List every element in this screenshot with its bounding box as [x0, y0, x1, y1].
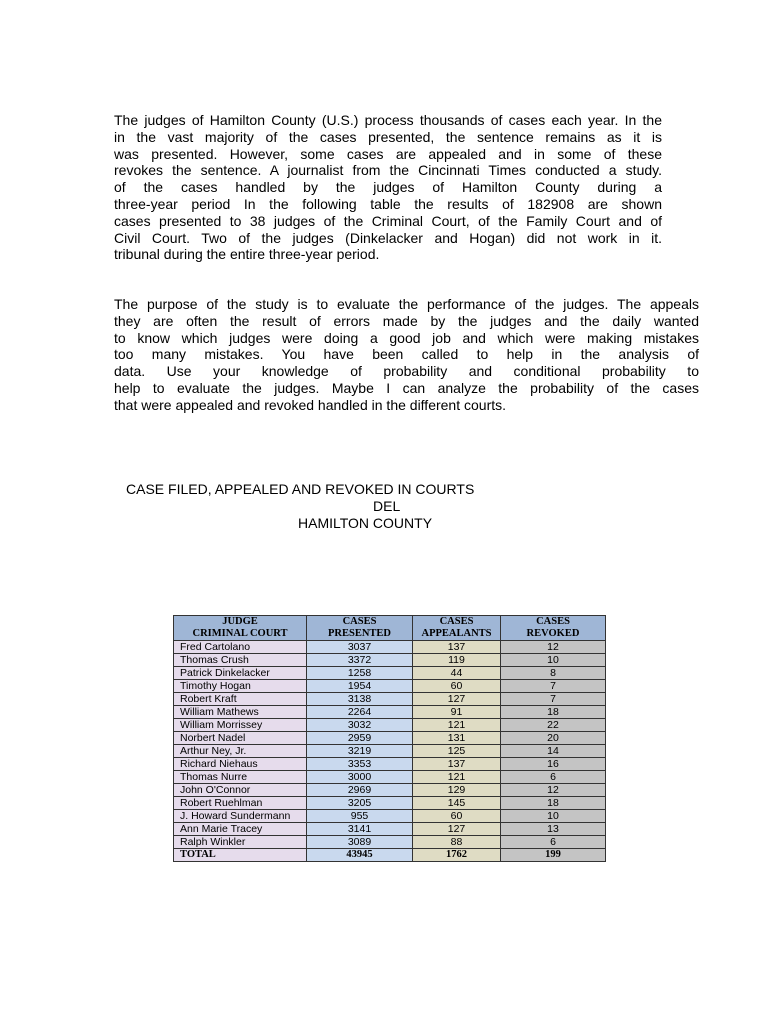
cases-appealants-cell: 60 — [413, 680, 501, 693]
judge-name-cell: Arthur Ney, Jr. — [174, 745, 307, 758]
cases-appealants-cell: 60 — [413, 810, 501, 823]
table-row — [174, 667, 606, 680]
cases-appealants-cell: 121 — [413, 771, 501, 784]
header-cases-appealants: CASES APPEALANTS — [413, 616, 501, 641]
cases-revoked-cell: 6 — [501, 771, 606, 784]
total-cases-appealants-cell: 1762 — [413, 849, 501, 862]
cases-revoked-cell: 13 — [501, 823, 606, 836]
cases-presented-cell: 3089 — [307, 836, 413, 849]
cases-presented-cell: 1954 — [307, 680, 413, 693]
text-line: The purpose of the study is to evaluate the performance of the judges. The appeals — [114, 296, 699, 312]
judge-name-cell: Richard Niehaus — [174, 758, 307, 771]
cases-revoked-cell: 7 — [501, 693, 606, 706]
cases-appealants-cell: 121 — [413, 719, 501, 732]
table-title-line-2: DEL — [373, 498, 401, 514]
cases-appealants-cell: 127 — [413, 823, 501, 836]
text-line: in the vast majority of the cases presented, the sentence remains as it is — [114, 128, 662, 145]
cases-revoked-cell: 16 — [501, 758, 606, 771]
intro-paragraph — [114, 112, 662, 263]
judge-name-cell: Timothy Hogan — [174, 680, 307, 693]
table-row — [174, 797, 606, 810]
table-row — [174, 732, 606, 745]
judge-name-cell: John O'Connor — [174, 784, 307, 797]
table-row — [174, 810, 606, 823]
cases-appealants-cell: 88 — [413, 836, 501, 849]
table-row — [174, 654, 606, 667]
table-row — [174, 680, 606, 693]
table-title-line-1: CASE FILED, APPEALED AND REVOKED IN COURTS — [126, 481, 475, 497]
cases-presented-cell: 3353 — [307, 758, 413, 771]
judge-name-cell: Fred Cartolano — [174, 641, 307, 654]
table-row — [174, 745, 606, 758]
cases-appealants-cell: 145 — [413, 797, 501, 810]
total-cases-presented-cell: 43945 — [307, 849, 413, 862]
text-line: data. Use your knowledge of probability and conditional probability to — [114, 363, 699, 380]
cases-presented-cell: 3032 — [307, 719, 413, 732]
cases-revoked-cell: 12 — [501, 641, 606, 654]
table-row — [174, 823, 606, 836]
text-line: revokes the sentence. A journalist from the Cincinnati Times conducted a study. — [114, 162, 662, 179]
cases-revoked-cell: 22 — [501, 719, 606, 732]
table-body — [174, 641, 606, 862]
table-row — [174, 719, 606, 732]
table-row — [174, 771, 606, 784]
cases-revoked-cell: 14 — [501, 745, 606, 758]
table-row — [174, 784, 606, 797]
table-header-row — [174, 616, 606, 641]
judge-name-cell: Ann Marie Tracey — [174, 823, 307, 836]
cases-revoked-cell: 18 — [501, 706, 606, 719]
cases-revoked-cell: 6 — [501, 836, 606, 849]
cases-revoked-cell: 10 — [501, 810, 606, 823]
total-judge-name-cell: TOTAL — [174, 849, 307, 862]
table-total-row — [174, 849, 606, 862]
judge-name-cell: Norbert Nadel — [174, 732, 307, 745]
cases-revoked-cell: 7 — [501, 680, 606, 693]
cases-appealants-cell: 131 — [413, 732, 501, 745]
cases-appealants-cell: 127 — [413, 693, 501, 706]
cases-presented-cell: 2969 — [307, 784, 413, 797]
cases-revoked-cell: 8 — [501, 667, 606, 680]
cases-presented-cell: 2959 — [307, 732, 413, 745]
judge-name-cell: William Morrissey — [174, 719, 307, 732]
text-line: of the cases handled by the judges of Hamilton County during a — [114, 179, 662, 196]
cases-appealants-cell: 137 — [413, 641, 501, 654]
cases-presented-cell: 3372 — [307, 654, 413, 667]
cases-table — [173, 615, 606, 862]
cases-appealants-cell: 44 — [413, 667, 501, 680]
table-title-line-3: HAMILTON COUNTY — [298, 515, 433, 531]
judge-name-cell: William Mathews — [174, 706, 307, 719]
judge-name-cell: Patrick Dinkelacker — [174, 667, 307, 680]
text-line: The judges of Hamilton County (U.S.) process thousands of cases each year. In the — [114, 112, 662, 128]
cases-revoked-cell: 20 — [501, 732, 606, 745]
table-row — [174, 706, 606, 719]
text-line: that were appealed and revoked handled in the different courts. — [114, 396, 507, 413]
text-line: help to evaluate the judges. Maybe I can analyze the probability of the cases — [114, 379, 699, 396]
judge-name-cell: Ralph Winkler — [174, 836, 307, 849]
table-row — [174, 758, 606, 771]
judge-name-cell: Thomas Nurre — [174, 771, 307, 784]
cases-revoked-cell: 18 — [501, 797, 606, 810]
purpose-paragraph — [114, 296, 699, 414]
cases-presented-cell: 2264 — [307, 706, 413, 719]
cases-presented-cell: 3000 — [307, 771, 413, 784]
cases-presented-cell: 3037 — [307, 641, 413, 654]
cases-appealants-cell: 125 — [413, 745, 501, 758]
text-line: three-year period In the following table the results of 182908 are shown — [114, 195, 662, 212]
total-cases-revoked-cell: 199 — [501, 849, 606, 862]
text-line: cases presented to 38 judges of the Criminal Court, of the Family Court and of — [114, 212, 662, 229]
cases-appealants-cell: 137 — [413, 758, 501, 771]
text-line: to know which judges were doing a good job and which were making mistakes — [114, 329, 699, 346]
cases-presented-cell: 3138 — [307, 693, 413, 706]
header-cases-revoked: CASES REVOKED — [501, 616, 606, 641]
cases-revoked-cell: 12 — [501, 784, 606, 797]
text-line: tribunal during the entire three-year period. — [114, 246, 380, 263]
cases-revoked-cell: 10 — [501, 654, 606, 667]
header-cases-presented: CASES PRESENTED — [307, 616, 413, 641]
cases-presented-cell: 955 — [307, 810, 413, 823]
cases-presented-cell: 3141 — [307, 823, 413, 836]
table-row — [174, 641, 606, 654]
cases-appealants-cell: 129 — [413, 784, 501, 797]
cases-presented-cell: 3219 — [307, 745, 413, 758]
judge-name-cell: Thomas Crush — [174, 654, 307, 667]
table-row — [174, 836, 606, 849]
table-row — [174, 693, 606, 706]
cases-appealants-cell: 119 — [413, 654, 501, 667]
text-line: was presented. However, some cases are appealed and in some of these — [114, 145, 662, 162]
text-line: too many mistakes. You have been called to help in the analysis of — [114, 346, 699, 363]
cases-presented-cell: 3205 — [307, 797, 413, 810]
text-line: Civil Court. Two of the judges (Dinkelacker and Hogan) did not work in it. — [114, 229, 662, 246]
judge-name-cell: Robert Ruehlman — [174, 797, 307, 810]
judge-name-cell: Robert Kraft — [174, 693, 307, 706]
cases-appealants-cell: 91 — [413, 706, 501, 719]
text-line: they are often the result of errors made by the judges and the daily wanted — [114, 312, 699, 329]
cases-presented-cell: 1258 — [307, 667, 413, 680]
judge-name-cell: J. Howard Sundermann — [174, 810, 307, 823]
header-judge: JUDGE CRIMINAL COURT — [174, 616, 307, 641]
